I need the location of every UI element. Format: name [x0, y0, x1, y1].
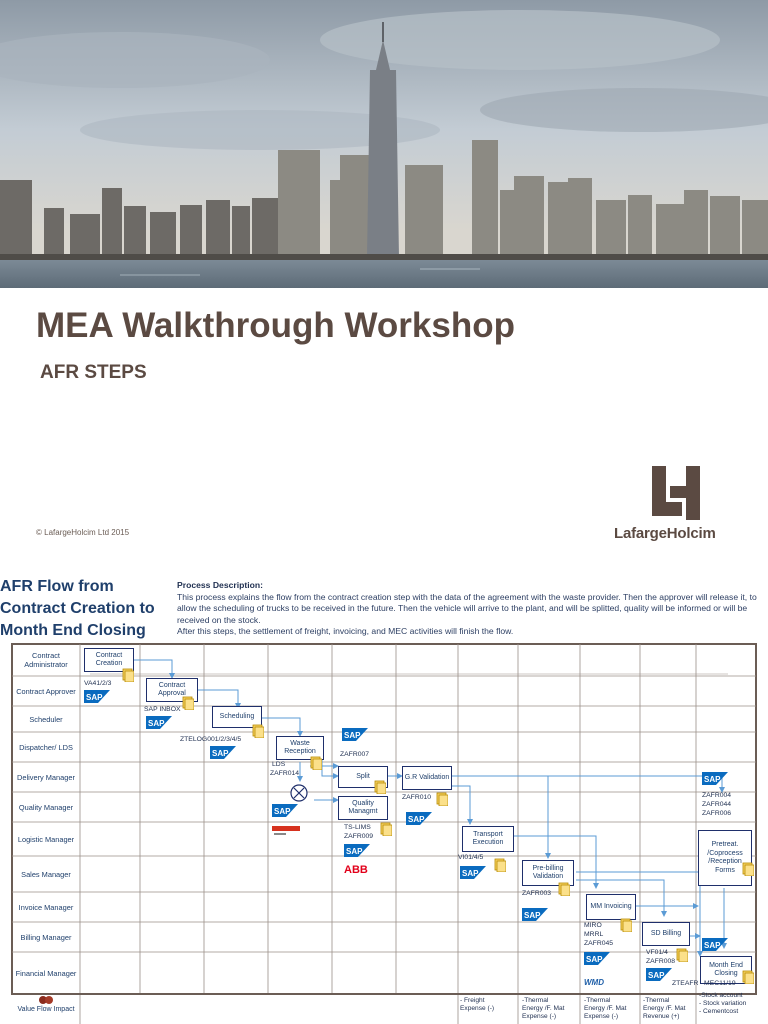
sap-logo-icon: [584, 952, 610, 965]
lafargeholcim-logo-icon: [652, 466, 700, 520]
tcode-label: MRRL: [584, 931, 604, 938]
value-flow-item: [699, 992, 746, 1016]
value-flow-line: Energy /F. Mat: [522, 1005, 565, 1012]
value-flow-item: [522, 997, 565, 1021]
role-label: Sales Manager: [21, 869, 71, 879]
value-flow-line: Expense (-): [522, 1013, 557, 1020]
sap-logo-icon: [272, 804, 298, 817]
sap-logo-icon: [210, 746, 236, 759]
tcode-label: SAP INBOX: [144, 706, 181, 713]
money-bag-icon: [38, 995, 54, 1005]
value-flow-line: Energy /F. Mat: [584, 1005, 627, 1012]
tcode-label: ZAFR008: [646, 958, 676, 965]
role-label: Financial Manager: [15, 968, 77, 978]
value-flow-text: Value Flow Impact: [17, 1006, 75, 1013]
step-transport-execution[interactable]: Transport Execution: [462, 826, 514, 852]
sap-logo-icon: [406, 812, 432, 825]
presentation-title: MEA Walkthrough Workshop: [36, 306, 515, 345]
tcode-label: VA41/2/3: [84, 680, 112, 687]
tcode-label: ZAFR004: [702, 792, 732, 799]
document-icon: [742, 862, 754, 876]
tcode-label: ZAFR010: [402, 794, 432, 801]
document-icon: [252, 724, 264, 738]
sap-logo-icon: [646, 968, 672, 981]
step-gr-validation[interactable]: G.R Validation: [402, 766, 452, 790]
value-flow-line: Expense (-): [584, 1013, 619, 1020]
copyright-notice: © LafargeHolcim Ltd 2015: [36, 528, 130, 537]
value-flow-item: [643, 997, 686, 1021]
value-flow-line: -Thermal: [522, 997, 549, 1004]
tcode-label: MEC11/19: [704, 980, 736, 987]
role-label: Scheduler: [29, 714, 63, 724]
sap-logo-text: SAP: [86, 693, 103, 702]
value-flow-line: - Freight: [460, 997, 485, 1004]
role-label: Invoice Manager: [18, 902, 74, 912]
document-icon: [122, 668, 134, 682]
document-icon: [436, 792, 448, 806]
tcode-label: VI01/4/5: [458, 854, 484, 861]
sap-logo-text: SAP: [212, 749, 229, 758]
value-flow-line: - Stock variation: [699, 1000, 747, 1007]
sap-logo-icon: [344, 844, 370, 857]
value-flow-item: [460, 997, 494, 1013]
flow-title-line: Contract Creation to: [0, 600, 155, 617]
afr-flow-slide: [0, 566, 768, 1024]
role-label: Delivery Manager: [17, 772, 75, 782]
sap-logo-text: SAP: [346, 847, 363, 856]
flow-title-line: AFR Flow from: [0, 578, 114, 595]
step-contract-creation[interactable]: Contract Creation: [84, 648, 134, 672]
value-flow-line: -Thermal: [643, 997, 670, 1004]
step-prebilling-validation[interactable]: Pre-billing Validation: [522, 860, 574, 886]
process-text-2: After this steps, the settlement of freight, invoicing, and MEC activities will finish the flow.: [177, 626, 514, 636]
sap-logo-text: SAP: [274, 807, 291, 816]
step-contract-approval[interactable]: Contract Approval: [146, 678, 198, 702]
tcode-label: ZAFR006: [702, 810, 732, 817]
sap-logo-icon: [702, 772, 728, 785]
presentation-subtitle: AFR STEPS: [40, 362, 147, 383]
sap-logo-text: SAP: [586, 955, 603, 964]
sap-logo-icon: [342, 728, 368, 741]
value-flow-line: - Cementcost: [699, 1008, 739, 1015]
tcode-label: LDS: [272, 761, 286, 768]
tcode-label: ZAFR044: [702, 801, 732, 808]
tcode-label: VF01/4: [646, 949, 668, 956]
tcode-label: ZAFR007: [340, 751, 370, 758]
tcode-label: TS-LIMS: [344, 824, 371, 831]
document-icon: [558, 882, 570, 896]
value-flow-line: Energy /F. Mat: [643, 1005, 686, 1012]
value-flow-label: [12, 995, 80, 1014]
document-icon: [310, 756, 322, 770]
sap-logo-icon: [522, 908, 548, 921]
merge-symbol-icon: [290, 784, 308, 802]
tcode-label: ZTEAFR: [672, 980, 699, 987]
step-quality-management[interactable]: Quality Managmt: [338, 796, 388, 820]
process-text: This process explains the flow from the contract creation step with the data of the agreement with the waste provider. Then the approver will release it, to allow the scheduling of trucks to be received in the future. Then the vehicle will arrive to the plant, and will be splitted, quality will be informed or will be received on the stock.: [177, 591, 757, 625]
document-icon: [380, 822, 392, 836]
role-label: Contract Approver: [16, 686, 76, 696]
step-pretreat-coprocess[interactable]: Pretreat. /Coprocess /Reception Forms: [698, 830, 752, 886]
step-mm-invoicing[interactable]: MM Invoicing: [586, 894, 636, 920]
holcim-small-logo-icon: [272, 826, 302, 840]
role-label: Logistic Manager: [17, 834, 75, 844]
value-flow-line: Expense (-): [460, 1005, 495, 1012]
sap-logo-text: SAP: [704, 941, 721, 950]
value-flow-line: -Thermal: [584, 997, 611, 1004]
tcode-label: ZAFR009: [344, 833, 374, 840]
sap-logo-icon: [84, 690, 110, 703]
step-scheduling[interactable]: Scheduling: [212, 706, 262, 728]
role-label: Contract Administrator: [24, 651, 68, 669]
city-skyline-image: [0, 0, 768, 288]
lafargeholcim-wordmark: LafargeHolcim: [614, 525, 716, 542]
role-label: Quality Manager: [18, 802, 74, 812]
wmd-logo: WMD: [584, 978, 604, 987]
sap-logo-icon: [146, 716, 172, 729]
document-icon: [182, 696, 194, 710]
sap-logo-text: SAP: [344, 731, 361, 740]
value-flow-line: -Stock account: [699, 992, 743, 999]
abb-logo: ABB: [344, 864, 368, 876]
flow-title-line: Month End Closing: [0, 622, 146, 639]
tcode-label: ZAFR003: [522, 890, 552, 897]
process-heading: Process Description:: [177, 580, 263, 590]
tcode-label: ZAFR014: [270, 770, 300, 777]
sap-logo-text: SAP: [148, 719, 165, 728]
document-icon: [742, 970, 754, 984]
value-flow-item: [584, 997, 627, 1021]
role-label: Billing Manager: [20, 932, 72, 942]
document-icon: [676, 948, 688, 962]
sap-logo-icon: [460, 866, 486, 879]
tcode-label: ZAFR045: [584, 940, 614, 947]
sap-logo-text: SAP: [462, 869, 479, 878]
tcode-label: ZTELOG001/2/3/4/5: [180, 736, 242, 743]
document-icon: [620, 918, 632, 932]
sap-logo-text: SAP: [408, 815, 425, 824]
document-icon: [494, 858, 506, 872]
step-waste-reception[interactable]: Waste Reception: [276, 736, 324, 760]
step-sd-billing[interactable]: SD Billing: [642, 922, 690, 946]
document-icon: [374, 780, 386, 794]
sap-logo-text: SAP: [524, 911, 541, 920]
role-label: Dispatcher/ LDS: [19, 742, 73, 752]
sap-logo-text: SAP: [648, 971, 665, 980]
step-split[interactable]: Split: [338, 766, 388, 788]
value-flow-line: Revenue (+): [643, 1013, 680, 1020]
sap-logo-text: SAP: [704, 775, 721, 784]
sap-logo-icon: [702, 938, 728, 951]
tcode-label: MIRO: [584, 922, 602, 929]
step-month-end-closing[interactable]: Month End Closing: [700, 956, 752, 984]
